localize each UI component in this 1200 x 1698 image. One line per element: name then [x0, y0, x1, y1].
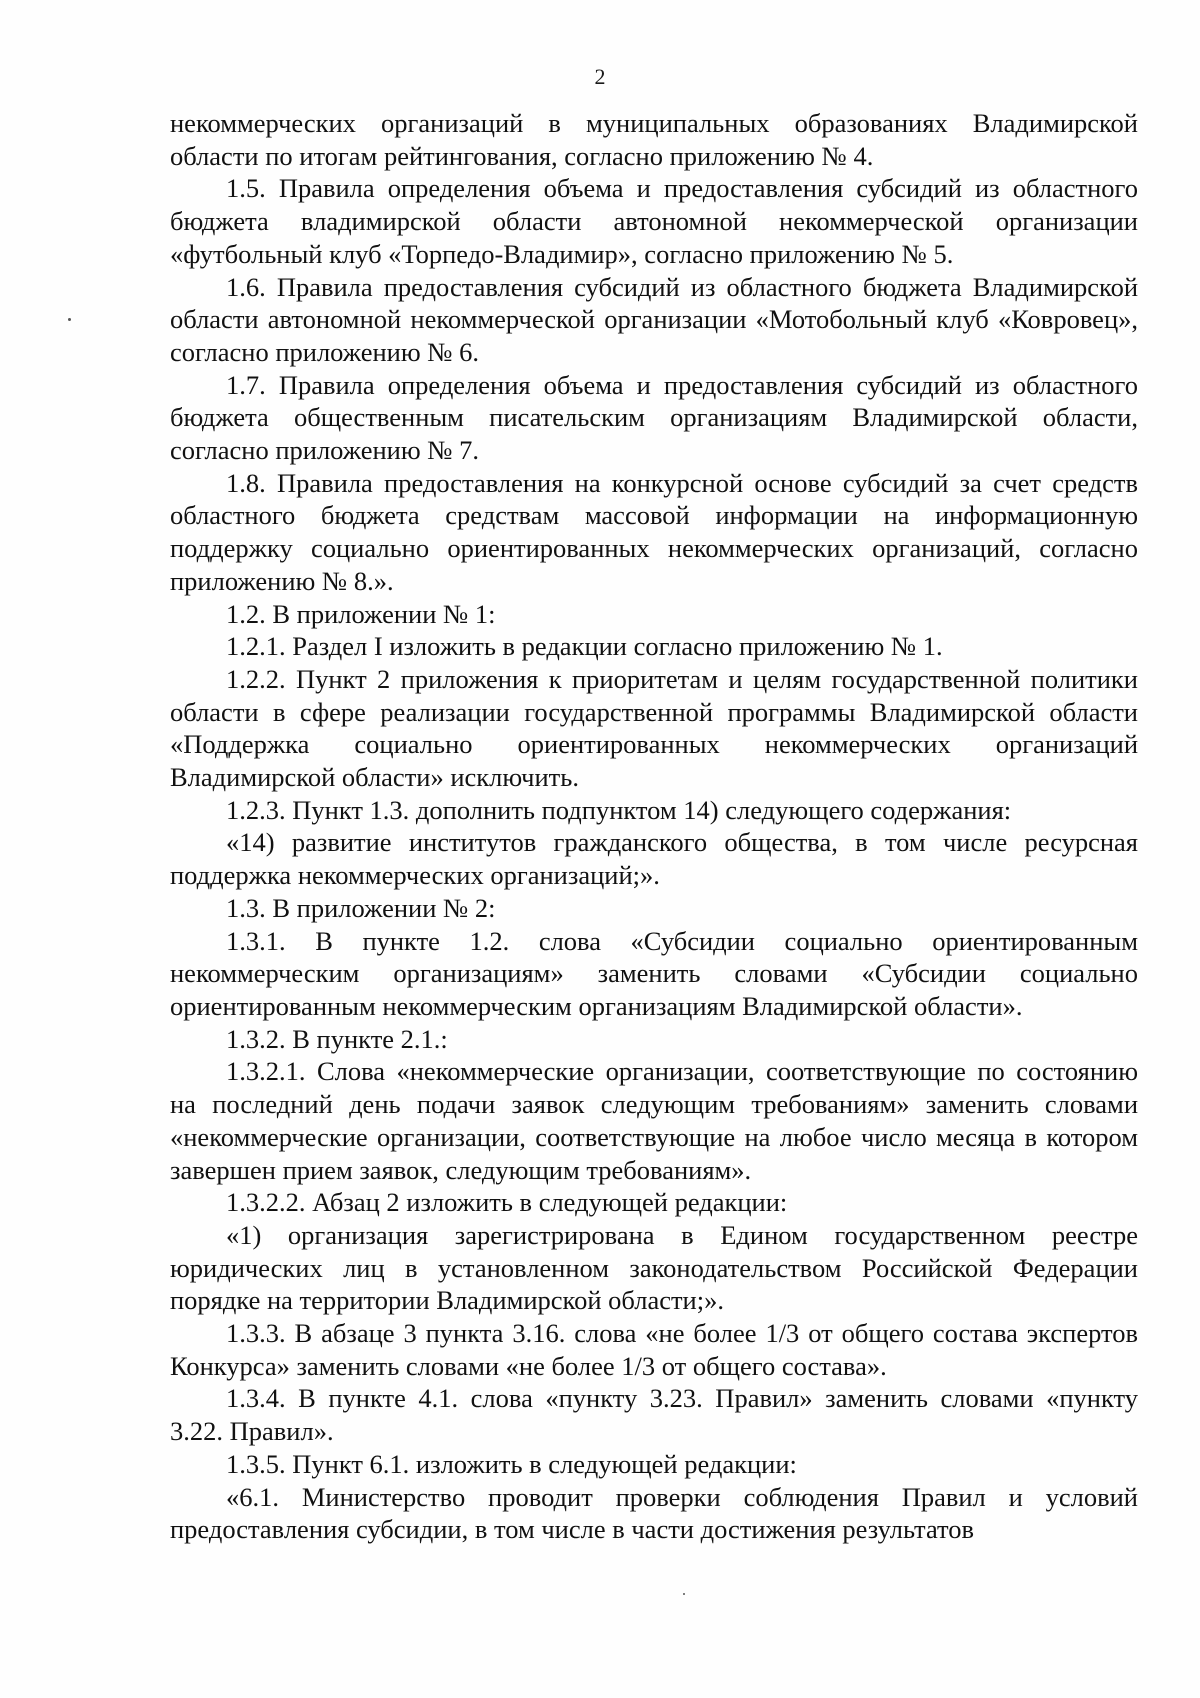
paragraph: 1.3.1. В пункте 1.2. слова «Субсидии социально ориентированным некоммерческим организациям» заменить словами «Субсидии социально ориентированным некоммерческим организациям Владимирской области». — [170, 925, 1138, 1021]
page-number: 2 — [594, 64, 606, 89]
paragraph: 1.3.4. В пункте 4.1. слова «пункту 3.23. Правил» заменить словами «пункту 3.22. Правил». — [170, 1383, 1138, 1447]
paragraph: 1.6. Правила предоставления субсидий из областного бюджета Владимирской области автономной некоммерческой организации «Мотобольный клуб «Ковровец», согласно приложению № 6. — [170, 271, 1138, 367]
paragraph: 1.3.2.2. Абзац 2 изложить в следующей редакции: — [226, 1187, 788, 1218]
paragraph: «6.1. Министерство проводит проверки соблюдения Правил и условий предоставления субсидии, в том числе в части достижения результатов — [170, 1481, 1138, 1545]
scan-speck — [68, 318, 71, 321]
paragraph: 1.7. Правила определения объема и предоставления субсидий из областного бюджета общественным писательским организациям Владимирской области, согласно приложению № 7. — [170, 369, 1138, 466]
paragraph: 1.3.3. В абзаце 3 пункта 3.16. слова «не более 1/3 от общего состава экспертов Конкурса» заменить словами «не более 1/3 от общего состава». — [170, 1318, 1138, 1381]
paragraph: 1.5. Правила определения объема и предоставления субсидий из областного бюджета владимирской области автономной некоммерческой организации «футбольный клуб «Торпедо-Владимир», согласно приложению № 5. — [170, 173, 1138, 269]
paragraph: 1.2.2. Пункт 2 приложения к приоритетам и целям государственной политики области в сфере реализации государственной программы Владимирской области «Поддержка социально ориентированных некоммерческих организаций Владимирской области» исключить. — [170, 663, 1138, 793]
paragraph: «14) развитие институтов гражданского общества, в том числе ресурсная поддержка некоммерческих организаций;». — [170, 827, 1138, 891]
scan-speck — [683, 1593, 685, 1595]
paragraph: 1.2. В приложении № 1: — [226, 598, 496, 629]
paragraph: «1) организация зарегистрирована в Едином государственном реестре юридических лиц в установленном законодательством Российской Федерации порядке на территории Владимирской области;». — [170, 1219, 1138, 1316]
paragraph: 1.3.2. В пункте 2.1.: — [226, 1023, 448, 1054]
paragraph: 1.3.2.1. Слова «некоммерческие организации, соответствующие по состоянию на последний день подачи заявок следующим требованиям» заменить словами «некоммерческие организации, соответствующие на любое число месяца в котором завершен прием заявок, следующим требованиям». — [170, 1056, 1138, 1185]
paragraph: 1.3.5. Пункт 6.1. изложить в следующей редакции: — [226, 1448, 797, 1479]
paragraph: 1.2.3. Пункт 1.3. дополнить подпунктом 14) следующего содержания: — [226, 794, 1012, 825]
paragraph: некоммерческих организаций в муниципальных образованиях Владимирской области по итогам рейтингования, согласно приложению № 4. — [170, 108, 1138, 171]
paragraph: 1.3. В приложении № 2: — [226, 892, 496, 923]
paragraph: 1.8. Правила предоставления на конкурсной основе субсидий за счет средств областного бюджета средствам массовой информации на информационную поддержку социально ориентированных некоммерческих организаций, согласно приложению № 8.». — [170, 467, 1138, 596]
paragraph: 1.2.1. Раздел I изложить в редакции согласно приложению № 1. — [226, 631, 943, 662]
document-body — [170, 107, 1138, 1546]
